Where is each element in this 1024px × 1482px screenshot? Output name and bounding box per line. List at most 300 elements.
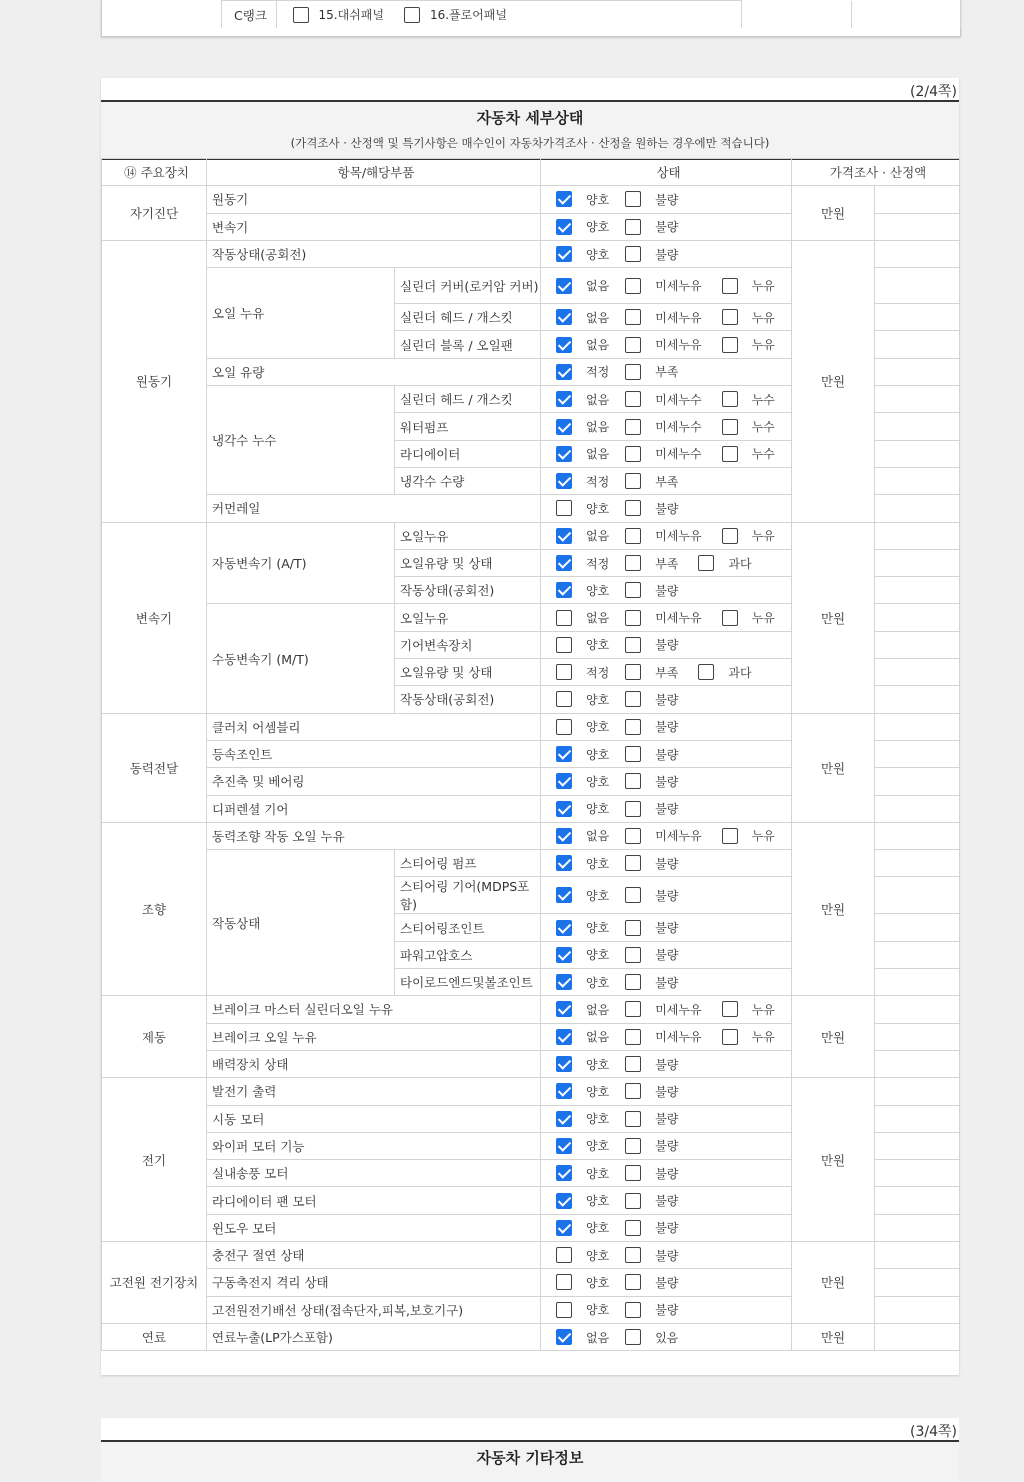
item-name: 배력장치 상태: [207, 1050, 541, 1077]
status-checkbox[interactable]: [625, 555, 641, 571]
status-option-label: 양호: [586, 948, 610, 963]
status-checkbox[interactable]: [625, 364, 641, 380]
table-row: [102, 822, 960, 849]
status-option-label: 불량: [655, 888, 679, 903]
status-checkbox[interactable]: [556, 1302, 572, 1318]
section-name: 제동: [102, 996, 207, 1078]
status-checkbox[interactable]: [625, 1220, 641, 1236]
status-checkbox[interactable]: [556, 1001, 572, 1017]
status-option-label: 누수: [751, 392, 775, 407]
sub-item-name: 오일누유: [395, 604, 541, 631]
status-checkbox[interactable]: [722, 528, 738, 544]
status-checkbox[interactable]: [625, 1138, 641, 1154]
status-checkbox[interactable]: [625, 719, 641, 735]
price-entry[interactable]: [875, 941, 960, 968]
price-entry[interactable]: [875, 522, 960, 549]
status-option-label: 양호: [586, 192, 610, 207]
dash-panel-label: 15.대쉬패널: [318, 8, 384, 22]
status-checkbox[interactable]: [556, 500, 572, 516]
item-name: 수동변속기 (M/T): [207, 604, 395, 713]
status-checkbox[interactable]: [625, 920, 641, 936]
status-options: [541, 768, 792, 795]
price-unit: 만원: [792, 522, 875, 713]
item-name: 윈도우 모터: [207, 1214, 541, 1241]
status-option-label: 누유: [751, 1002, 775, 1017]
sub-item-name: 작동상태(공회전): [395, 577, 541, 604]
price-entry[interactable]: [875, 1269, 960, 1296]
status-option-label: 불량: [655, 1248, 679, 1263]
price-entry[interactable]: [875, 914, 960, 941]
status-checkbox[interactable]: [722, 391, 738, 407]
status-option-label: 불량: [655, 1194, 679, 1209]
status-options: [541, 1050, 792, 1077]
status-checkbox[interactable]: [556, 191, 572, 207]
status-option-label: 불량: [655, 220, 679, 235]
status-checkbox[interactable]: [625, 582, 641, 598]
status-option-label: 없음: [586, 392, 610, 407]
price-unit: 만원: [792, 1241, 875, 1323]
header-section: ⑭ 주요장치: [102, 159, 207, 186]
status-checkbox[interactable]: [556, 1083, 572, 1099]
status-options: [541, 1296, 792, 1323]
page-subtitle: (가격조사 · 산정액 및 특기사항은 매수인이 자동차가격조사 · 산정을 원하는 경우에만 적습니다): [290, 136, 770, 150]
status-checkbox[interactable]: [625, 1274, 641, 1290]
status-options: [541, 822, 792, 849]
price-entry[interactable]: [875, 331, 960, 358]
status-option-label: 양호: [586, 1112, 610, 1127]
item-name: 고전원전기배선 상태(접속단자,피복,보호기구): [207, 1296, 541, 1323]
status-checkbox[interactable]: [556, 887, 572, 903]
status-checkbox[interactable]: [625, 664, 641, 680]
status-options: [541, 1269, 792, 1296]
page1-fragment: [101, 0, 961, 37]
status-checkbox[interactable]: [556, 364, 572, 380]
header-price: 가격조사 · 산정액: [792, 159, 960, 186]
status-option-label: 있음: [655, 1330, 679, 1345]
status-checkbox[interactable]: [556, 855, 572, 871]
detail-status-table: [101, 158, 960, 1351]
item-name: 라디에이터 팬 모터: [207, 1187, 541, 1214]
status-checkbox[interactable]: [556, 1329, 572, 1345]
status-options: [541, 631, 792, 658]
status-option-label: 양호: [586, 220, 610, 235]
item-name: 와이퍼 모터 기능: [207, 1132, 541, 1159]
status-checkbox[interactable]: [556, 246, 572, 262]
status-checkbox[interactable]: [556, 309, 572, 325]
checkbox-dash-panel[interactable]: [293, 7, 309, 23]
status-options: [541, 186, 792, 213]
status-checkbox[interactable]: [625, 1193, 641, 1209]
price-entry[interactable]: [875, 495, 960, 522]
item-name: 시동 모터: [207, 1105, 541, 1132]
status-checkbox[interactable]: [625, 191, 641, 207]
status-options: [541, 304, 792, 331]
status-options: [541, 1323, 792, 1350]
status-option-label: 불량: [655, 501, 679, 516]
page1-fragment-table: [102, 0, 961, 28]
price-entry[interactable]: [875, 577, 960, 604]
status-options: [541, 996, 792, 1023]
status-option-label: 적정: [586, 556, 610, 571]
status-options: [541, 877, 792, 914]
status-option-label: 누유: [751, 829, 775, 844]
table-header: [102, 159, 960, 186]
status-option-label: 불량: [655, 1221, 679, 1236]
status-checkbox[interactable]: [625, 1302, 641, 1318]
price-entry[interactable]: [875, 1132, 960, 1159]
status-checkbox[interactable]: [556, 801, 572, 817]
status-checkbox[interactable]: [625, 773, 641, 789]
status-checkbox[interactable]: [625, 391, 641, 407]
status-checkbox[interactable]: [625, 1329, 641, 1345]
status-checkbox[interactable]: [556, 278, 572, 294]
status-checkbox[interactable]: [722, 446, 738, 462]
price-entry[interactable]: [875, 440, 960, 467]
item-name: 등속조인트: [207, 740, 541, 767]
status-option-label: 양호: [586, 802, 610, 817]
status-checkbox[interactable]: [556, 1029, 572, 1045]
price-unit: 만원: [792, 1078, 875, 1242]
status-checkbox[interactable]: [556, 691, 572, 707]
status-checkbox[interactable]: [722, 828, 738, 844]
status-checkbox[interactable]: [625, 473, 641, 489]
status-checkbox[interactable]: [625, 887, 641, 903]
status-checkbox[interactable]: [698, 555, 714, 571]
status-checkbox[interactable]: [625, 419, 641, 435]
status-checkbox[interactable]: [625, 278, 641, 294]
price-entry[interactable]: [875, 240, 960, 267]
price-entry[interactable]: [875, 1160, 960, 1187]
status-option-label: 불량: [655, 856, 679, 871]
status-checkbox[interactable]: [625, 337, 641, 353]
page-number: (2/4쪽): [910, 84, 957, 100]
status-checkbox[interactable]: [698, 664, 714, 680]
status-checkbox[interactable]: [556, 555, 572, 571]
status-option-label: 누유: [751, 310, 775, 325]
status-option-label: 누유: [751, 529, 775, 544]
price-entry[interactable]: [875, 467, 960, 494]
page3-title: 자동차 기타정보: [476, 1449, 584, 1467]
status-options: [541, 358, 792, 385]
status-checkbox[interactable]: [625, 801, 641, 817]
sub-item-name: 워터펌프: [395, 413, 541, 440]
status-option-label: 양호: [586, 1194, 610, 1209]
section-name: 연료: [102, 1323, 207, 1350]
price-entry[interactable]: [875, 1214, 960, 1241]
status-options: [541, 1132, 792, 1159]
status-checkbox[interactable]: [625, 1165, 641, 1181]
status-options: [541, 213, 792, 240]
status-options: [541, 495, 792, 522]
price-entry[interactable]: [875, 850, 960, 877]
page-3-sheet: [101, 1418, 959, 1478]
status-checkbox[interactable]: [625, 974, 641, 990]
status-checkbox[interactable]: [722, 1001, 738, 1017]
status-option-label: 없음: [586, 1030, 610, 1045]
page-title: 자동차 세부상태: [476, 109, 584, 127]
status-options: [541, 549, 792, 576]
status-option-label: 양호: [586, 1139, 610, 1154]
status-options: [541, 941, 792, 968]
price-entry[interactable]: [875, 659, 960, 686]
status-checkbox[interactable]: [625, 309, 641, 325]
price-entry[interactable]: [875, 1296, 960, 1323]
status-checkbox[interactable]: [556, 1138, 572, 1154]
status-checkbox[interactable]: [722, 610, 738, 626]
section-name: 고전원 전기장치: [102, 1241, 207, 1323]
status-option-label: 과다: [728, 665, 752, 680]
item-name: 충전구 절연 상태: [207, 1241, 541, 1268]
checkbox-floor-panel[interactable]: [404, 7, 420, 23]
price-entry[interactable]: [875, 386, 960, 413]
rank-options: [276, 1, 741, 29]
status-checkbox[interactable]: [625, 1111, 641, 1127]
status-checkbox[interactable]: [556, 664, 572, 680]
price-entry[interactable]: [875, 413, 960, 440]
item-name: 브레이크 오일 누유: [207, 1023, 541, 1050]
status-option-label: 양호: [586, 1248, 610, 1263]
price-entry[interactable]: [875, 969, 960, 996]
section-name: 자기진단: [102, 186, 207, 241]
price-unit: 만원: [792, 1323, 875, 1350]
sub-item-name: 실린더 헤드 / 개스킷: [395, 386, 541, 413]
price-entry[interactable]: [875, 768, 960, 795]
status-options: [541, 268, 792, 304]
price-entry[interactable]: [875, 549, 960, 576]
status-option-label: 미세누유: [655, 338, 702, 353]
item-name: 실내송풍 모터: [207, 1160, 541, 1187]
status-option-label: 불량: [655, 1057, 679, 1072]
status-checkbox[interactable]: [556, 719, 572, 735]
sub-item-name: 스티어링 기어(MDPS포함): [395, 877, 541, 914]
price-entry[interactable]: [875, 1323, 960, 1350]
price-entry[interactable]: [875, 1023, 960, 1050]
status-checkbox[interactable]: [722, 337, 738, 353]
price-entry[interactable]: [875, 713, 960, 740]
status-checkbox[interactable]: [625, 1083, 641, 1099]
status-checkbox[interactable]: [556, 1274, 572, 1290]
status-checkbox[interactable]: [625, 637, 641, 653]
status-option-label: 없음: [586, 1002, 610, 1017]
price-entry[interactable]: [875, 877, 960, 914]
status-checkbox[interactable]: [556, 947, 572, 963]
status-option-label: 불량: [655, 638, 679, 653]
price-entry[interactable]: [875, 1105, 960, 1132]
item-name: 오일 누유: [207, 268, 395, 359]
status-checkbox[interactable]: [556, 610, 572, 626]
status-option-label: 양호: [586, 501, 610, 516]
status-checkbox[interactable]: [625, 246, 641, 262]
sub-item-name: 냉각수 수량: [395, 467, 541, 494]
price-entry[interactable]: [875, 822, 960, 849]
section-name: 전기: [102, 1078, 207, 1242]
section-name: 원동기: [102, 240, 207, 522]
item-name: 변속기: [207, 213, 541, 240]
item-name: 작동상태: [207, 850, 395, 996]
status-checkbox[interactable]: [556, 974, 572, 990]
status-option-label: 양호: [586, 1166, 610, 1181]
status-checkbox[interactable]: [625, 1029, 641, 1045]
status-checkbox[interactable]: [556, 773, 572, 789]
status-checkbox[interactable]: [556, 219, 572, 235]
status-checkbox[interactable]: [556, 473, 572, 489]
status-option-label: 없음: [586, 338, 610, 353]
price-entry[interactable]: [875, 1078, 960, 1105]
status-checkbox[interactable]: [556, 391, 572, 407]
status-checkbox[interactable]: [556, 637, 572, 653]
section-name: 동력전달: [102, 713, 207, 822]
status-options: [541, 1023, 792, 1050]
header-item: 항목/해당부품: [207, 159, 541, 186]
price-entry[interactable]: [875, 686, 960, 713]
status-option-label: 없음: [586, 447, 610, 462]
status-checkbox[interactable]: [556, 1165, 572, 1181]
status-option-label: 적정: [586, 665, 610, 680]
status-checkbox[interactable]: [556, 828, 572, 844]
price-entry[interactable]: [875, 631, 960, 658]
status-checkbox[interactable]: [625, 500, 641, 516]
status-option-label: 양호: [586, 1057, 610, 1072]
status-option-label: 불량: [655, 747, 679, 762]
status-checkbox[interactable]: [625, 1056, 641, 1072]
price-entry[interactable]: [875, 996, 960, 1023]
item-name: 오일 유량: [207, 358, 541, 385]
status-option-label: 양호: [586, 692, 610, 707]
status-option-label: 미세누유: [655, 1030, 702, 1045]
price-entry[interactable]: [875, 1241, 960, 1268]
status-options: [541, 1078, 792, 1105]
status-options: [541, 914, 792, 941]
status-checkbox[interactable]: [556, 920, 572, 936]
price-entry[interactable]: [875, 186, 960, 213]
sub-item-name: 실린더 블록 / 오일팬: [395, 331, 541, 358]
status-option-label: 불량: [655, 192, 679, 207]
status-checkbox[interactable]: [625, 610, 641, 626]
status-option-label: 미세누수: [655, 447, 702, 462]
status-option-label: 불량: [655, 921, 679, 936]
price-entry[interactable]: [875, 304, 960, 331]
price-entry[interactable]: [875, 795, 960, 822]
status-option-label: 미세누유: [655, 529, 702, 544]
status-option-label: 누유: [751, 1030, 775, 1045]
status-options: [541, 1241, 792, 1268]
table-row: [102, 1241, 960, 1268]
status-checkbox[interactable]: [556, 446, 572, 462]
status-checkbox[interactable]: [556, 582, 572, 598]
status-checkbox[interactable]: [722, 419, 738, 435]
section-name: 변속기: [102, 522, 207, 713]
status-checkbox[interactable]: [556, 419, 572, 435]
status-checkbox[interactable]: [625, 691, 641, 707]
price-entry[interactable]: [875, 358, 960, 385]
table-row: [102, 1078, 960, 1105]
price-unit: 만원: [792, 996, 875, 1078]
status-option-label: 양호: [586, 975, 610, 990]
status-checkbox[interactable]: [722, 309, 738, 325]
status-options: [541, 1214, 792, 1241]
table-row: [102, 522, 960, 549]
price-entry[interactable]: [875, 604, 960, 631]
status-checkbox[interactable]: [625, 1001, 641, 1017]
price-entry[interactable]: [875, 1050, 960, 1077]
status-option-label: 불량: [655, 583, 679, 598]
status-option-label: 양호: [586, 1275, 610, 1290]
status-option-label: 불량: [655, 1303, 679, 1318]
status-option-label: 누유: [751, 338, 775, 353]
status-checkbox[interactable]: [556, 1247, 572, 1263]
price-unit: 만원: [792, 240, 875, 522]
status-option-label: 누유: [751, 611, 775, 626]
sub-item-name: 스티어링 펌프: [395, 850, 541, 877]
item-name: 브레이크 마스터 실린더오일 누유: [207, 996, 541, 1023]
status-checkbox[interactable]: [556, 337, 572, 353]
status-option-label: 양호: [586, 638, 610, 653]
status-checkbox[interactable]: [722, 278, 738, 294]
header-status: 상태: [541, 159, 792, 186]
status-option-label: 누수: [751, 420, 775, 435]
status-checkbox[interactable]: [556, 1111, 572, 1127]
status-option-label: 양호: [586, 720, 610, 735]
section-name: 조향: [102, 822, 207, 995]
item-name: 구동축전지 격리 상태: [207, 1269, 541, 1296]
price-entry[interactable]: [875, 1187, 960, 1214]
status-option-label: 양호: [586, 1221, 610, 1236]
status-option-label: 미세누유: [655, 829, 702, 844]
item-name: 연료누출(LP가스포함): [207, 1323, 541, 1350]
price-entry[interactable]: [875, 740, 960, 767]
status-checkbox[interactable]: [556, 528, 572, 544]
status-checkbox[interactable]: [556, 1193, 572, 1209]
status-checkbox[interactable]: [625, 1247, 641, 1263]
status-checkbox[interactable]: [625, 746, 641, 762]
status-checkbox[interactable]: [625, 855, 641, 871]
price-unit: 만원: [792, 822, 875, 995]
status-options: [541, 1160, 792, 1187]
status-options: [541, 467, 792, 494]
status-options: [541, 522, 792, 549]
item-name: 추진축 및 베어링: [207, 768, 541, 795]
price-entry[interactable]: [875, 213, 960, 240]
status-options: [541, 850, 792, 877]
status-checkbox[interactable]: [556, 746, 572, 762]
status-option-label: 미세누유: [655, 611, 702, 626]
status-options: [541, 331, 792, 358]
status-option-label: 불량: [655, 1139, 679, 1154]
status-option-label: 없음: [586, 420, 610, 435]
sub-item-name: 스티어링조인트: [395, 914, 541, 941]
status-checkbox[interactable]: [625, 528, 641, 544]
status-checkbox[interactable]: [625, 828, 641, 844]
rank-label: C랭크: [221, 1, 276, 29]
sub-item-name: 실린더 커버(로커암 커버): [395, 268, 541, 304]
status-checkbox[interactable]: [625, 947, 641, 963]
status-option-label: 양호: [586, 856, 610, 871]
status-checkbox[interactable]: [625, 219, 641, 235]
status-options: [541, 659, 792, 686]
page3-number: (3/4쪽): [910, 1424, 957, 1440]
status-checkbox[interactable]: [556, 1056, 572, 1072]
table-row: [102, 1323, 960, 1350]
status-checkbox[interactable]: [625, 446, 641, 462]
status-option-label: 없음: [586, 1330, 610, 1345]
status-checkbox[interactable]: [722, 1029, 738, 1045]
price-entry[interactable]: [875, 268, 960, 304]
status-option-label: 미세누수: [655, 420, 702, 435]
status-option-label: 불량: [655, 720, 679, 735]
status-option-label: 양호: [586, 247, 610, 262]
table-row: [102, 996, 960, 1023]
status-checkbox[interactable]: [556, 1220, 572, 1236]
